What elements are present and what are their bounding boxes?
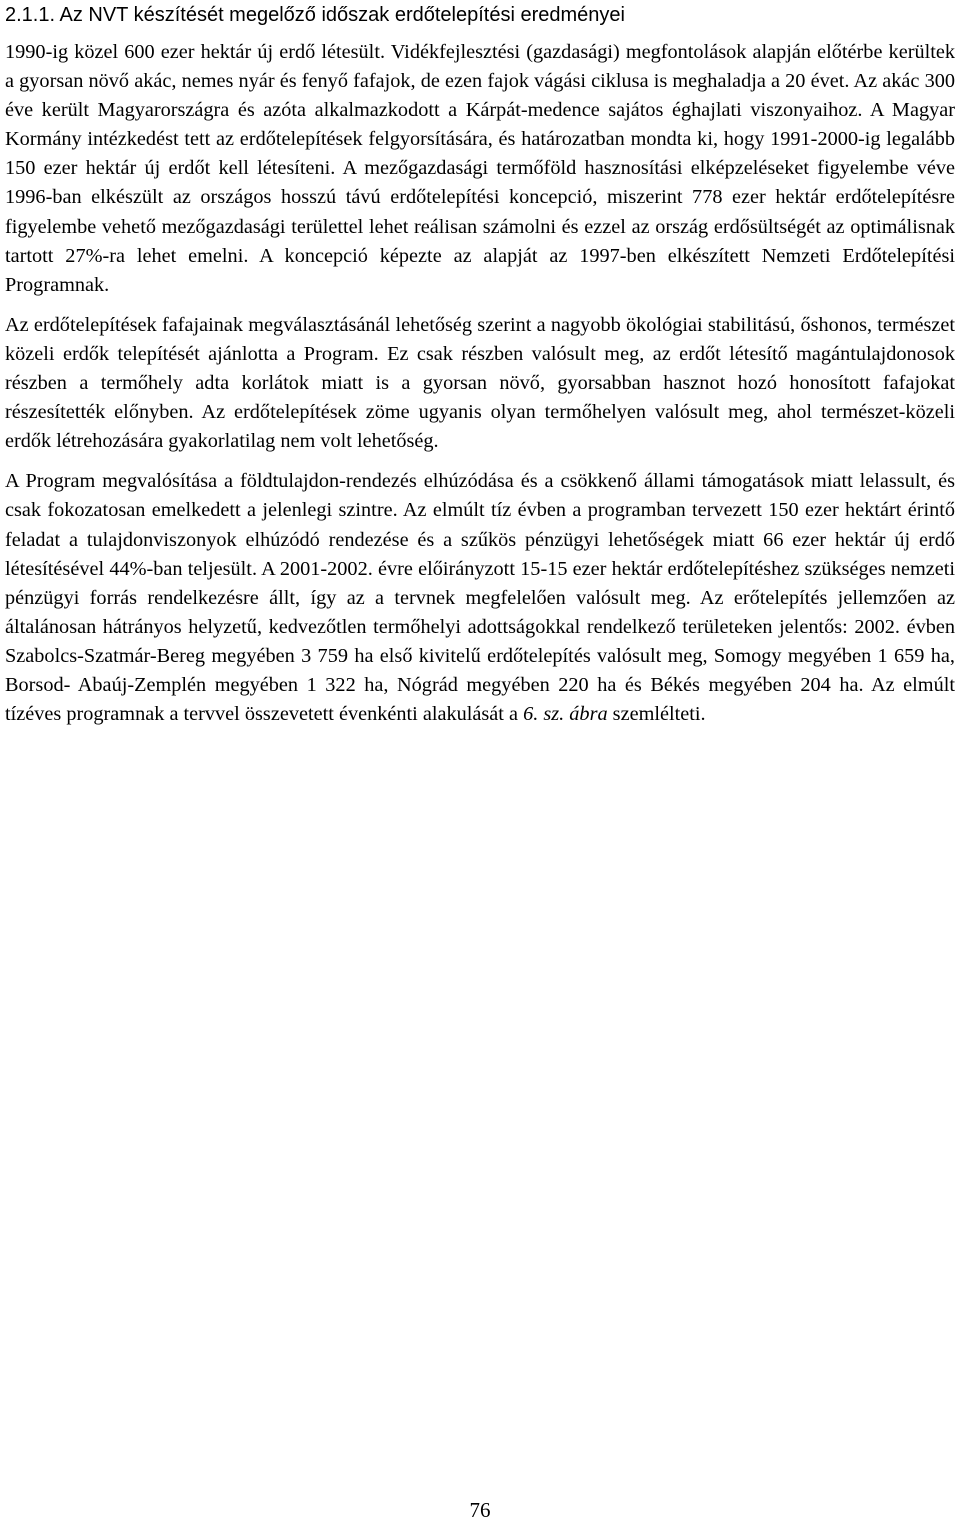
document-page <box>5 0 955 729</box>
paragraph-3-main: A Program megvalósítása a földtulajdon-rendezés elhúzódása és a csökkenő állami támogatások miatt lelassult, és csak fokozatosan emelkedett a jelenlegi szintre. Az elmúlt tíz évben a programban tervezett 150 ezer hektárt érintő feladat a tulajdonviszonyok elhúzódó rendezése és a szűkös pénzügyi lehetőségek miatt 66 ezer hektár új erdő létesítésével 44%-ban teljesült. A 2001-2002. évre előirányzott 15-15 ezer hektár erdőtelepítéshez szükséges nemzeti pénzügyi forrás rendelkezésre állt, így az a tervnek megfelelően valósult meg. Az erőtelepítés jellemzően az általánosan hátrányos helyzetű, kedvezőtlen termőhelyi adottságokkal rendelkező területeken jelentős: 2002. évben Szabolcs-Szatmár-Bereg megyében 3 759 ha első kivitelű erdőtelepítés valósult meg, Somogy megyében 1 659 ha, Borsod- Abaúj-Zemplén megyében 1 322 ha, Nógrád megyében 220 ha és Békés megyében 204 ha. Az elmúlt tízéves programnak a tervvel összevetett évenkénti alakulását a <box>5 470 955 726</box>
paragraph-3-end: szemlélteti. <box>607 703 706 726</box>
paragraph-1: 1990-ig közel 600 ezer hektár új erdő létesült. Vidékfejlesztési (gazdasági) megfontolások alapján előtérbe kerültek a gyorsan növő akác, nemes nyár és fenyő fafajok, de ezen fajok vágási ciklusa is meghaladja a 20 évet. Az akác 300 éve került Magyarországra és azóta alkalmazkodott a Kárpát-medence sajátos éghajlati viszonyaihoz. A Magyar Kormány intézkedést tett az erdőtelepítések felgyorsítására, és határozatban mondta ki, hogy 1991-2000-ig legalább 150 ezer hektár új erdőt kell létesíteni. A mezőgazdasági termőföld hasznosítási elképzeléseket figyelembe véve 1996-ban elkészült az országos hosszú távú erdőtelepítési koncepció, miszerint 778 ezer hektár erdőtelepítésre figyelembe vehető mezőgazdasági területtel lehet reálisan számolni és ezzel az ország erdősültségét az optimálisnak tartott 27%-ra lehet emelni. A koncepció képezte az alapját az 1997-ben elkészített Nemzeti Erdőtelepítési Programnak. <box>5 41 955 296</box>
page-number: 76 <box>469 1498 491 1522</box>
section-heading: 2.1.1. Az NVT készítését megelőző időszak erdőtelepítési eredményei <box>5 4 625 26</box>
paragraph-2: Az erdőtelepítések fafajainak megválasztásánál lehetőség szerint a nagyobb ökológiai stabilitású, őshonos, természet közeli erdők telepítését ajánlotta a Program. Ez csak részben valósult meg, az erdőt létesítő magántulajdonosok részben a termőhely adta korlátok miatt is a gyorsan növő, gyorsabban hasznot hozó honosított fafajokat részesítették előnyben. Az erdőtelepítések zöme ugyanis olyan termőhelyen valósult meg, ahol természet-közeli erdők létrehozására gyakorlatilag nem volt lehetőség. <box>5 313 955 453</box>
paragraph-3 <box>5 467 955 729</box>
figure-reference: 6. sz. ábra <box>523 703 608 726</box>
